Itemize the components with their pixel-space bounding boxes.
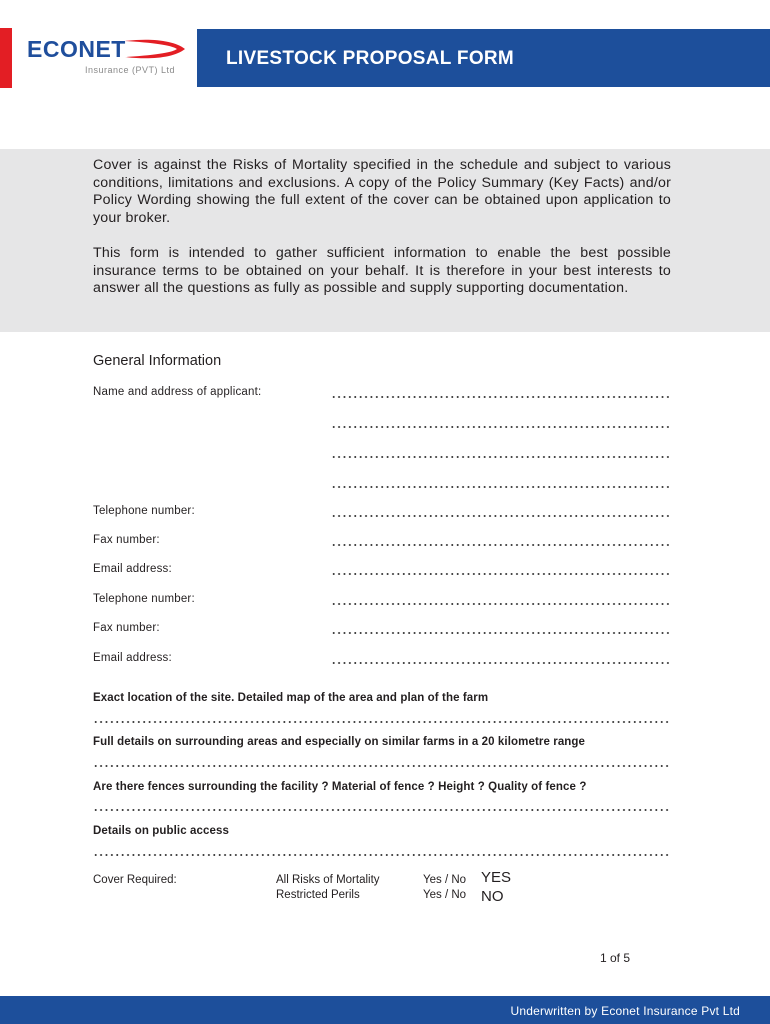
- logo-subtext: Insurance (PVT) Ltd: [85, 65, 176, 75]
- footer-underwritten-text: Underwritten by Econet Insurance Pvt Ltd: [510, 1004, 740, 1018]
- fill-line-telephone[interactable]: [331, 514, 669, 518]
- field-label-telephone-2: Telephone number:: [93, 593, 195, 605]
- field-label-name-address: Name and address of applicant:: [93, 386, 262, 398]
- fill-line-name-4[interactable]: [331, 485, 669, 489]
- fill-line-name-2[interactable]: [331, 425, 669, 429]
- cover-answer-all-risks[interactable]: YES: [481, 869, 512, 886]
- intro-box: [0, 149, 770, 332]
- question-surrounding-areas: Full details on surrounding areas and especially on similar farms in a 20 kilometre range: [93, 736, 586, 748]
- fill-line-fences[interactable]: [93, 808, 669, 812]
- field-label-telephone: Telephone number:: [93, 505, 195, 517]
- econet-logo: [27, 36, 197, 80]
- page-title: LIVESTOCK PROPOSAL FORM: [226, 48, 515, 69]
- field-label-fax: Fax number:: [93, 534, 160, 546]
- page-number: 1 of 5: [600, 951, 631, 965]
- section-title-general-information: General Information: [93, 353, 222, 369]
- cover-required-label: Cover Required:: [93, 874, 177, 886]
- cover-choice-all-risks: Yes / No: [423, 874, 467, 886]
- question-fences: Are there fences surrounding the facility ? Material of fence ? Height ? Quality of fence ?: [93, 781, 587, 793]
- field-label-email: Email address:: [93, 563, 172, 575]
- fill-line-site-location[interactable]: [93, 720, 669, 724]
- cover-choice-restricted-perils: Yes / No: [423, 889, 467, 901]
- fill-line-fax[interactable]: [331, 543, 669, 547]
- cover-option-restricted-perils: Restricted Perils: [276, 889, 360, 901]
- fill-line-fax-2[interactable]: [331, 631, 669, 635]
- fill-line-name-1[interactable]: [331, 395, 669, 399]
- cover-option-all-risks: All Risks of Mortality: [276, 874, 380, 886]
- footer-bar: [0, 996, 770, 1024]
- fill-line-public-access[interactable]: [93, 853, 669, 857]
- field-label-fax-2: Fax number:: [93, 622, 160, 634]
- fill-line-surrounding-areas[interactable]: [93, 764, 669, 768]
- field-label-email-2: Email address:: [93, 652, 172, 664]
- title-bar: [197, 29, 770, 87]
- cover-answer-restricted-perils[interactable]: NO: [481, 888, 504, 905]
- question-site-location: Exact location of the site. Detailed map of the area and plan of the farm: [93, 692, 489, 704]
- intro-paragraph-1: Cover is against the Risks of Mortality specified in the schedule and subject to various conditions, limitations and exclusions. A copy of the Policy Summary (Key Facts) and/or Policy Wording showing the full extent of the cover can be obtained upon application to your broker.: [93, 157, 671, 226]
- intro-paragraph-2: This form is intended to gather sufficient information to enable the best possible insurance terms to be obtained on your behalf. It is therefore in your best interests to answer all the questions as fully as possible and supply supporting documentation.: [93, 245, 671, 296]
- logo-swoosh-icon: [119, 38, 189, 60]
- question-public-access: Details on public access: [93, 825, 229, 837]
- red-accent-strip: [0, 28, 12, 88]
- fill-line-telephone-2[interactable]: [331, 602, 669, 606]
- fill-line-email-2[interactable]: [331, 661, 669, 665]
- fill-line-name-3[interactable]: [331, 455, 669, 459]
- fill-line-email[interactable]: [331, 572, 669, 576]
- logo-wordmark: ECONET: [27, 36, 126, 62]
